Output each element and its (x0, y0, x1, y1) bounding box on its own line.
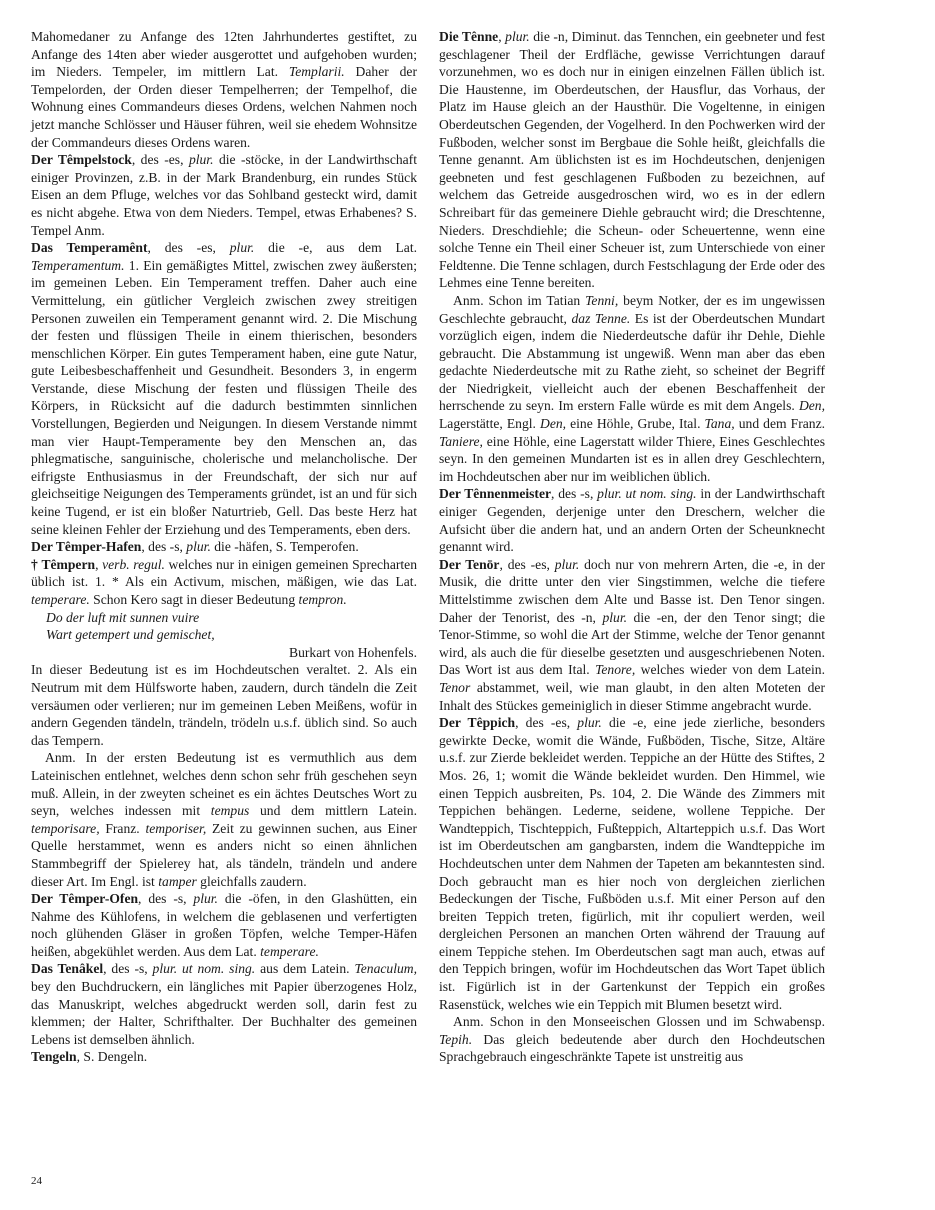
entry-tempelstock: Der Têmpelstock, des -es, plur. die -stöcke, in der Landwirthschaft einiger Provinzen, z.B. in der Mark Brandenburg, ein rundes Stück Eisen an dem Pfluge, welches vor das Sohlband gesteckt wird, damit es nicht abgehe. Etwa von dem Nieders. Tempel, etwas Erhabenes? S. Tempel Anm. (31, 152, 417, 238)
entry-tempern: † Têmpern, verb. regul. welches nur in einigen gemeinen Sprecharten üblich ist. 1. * Als ein Activum, mischen, mäßigen, wie das Lat. temperare. Schon Kero sagt in dieser Bedeutung tempron. (31, 556, 418, 607)
lemma: Der Tênnenmeister (439, 486, 552, 502)
lemma: Der Têmper-Hafen (31, 539, 142, 555)
verse-line: Wart getempert und gemischet, (46, 627, 215, 643)
entry-continuation: Mahomedaner zu Anfange des 12ten Jahrhundertes gestiftet, zu Anfange des 14ten aber wieder ausgerottet und aufgehoben wurden; im Nieders. Tempeler, im mittlern Lat. Templarii. Daher der Tempelorden, der Orden dieser Tempelherren; der Tempelhof, die Wohnung eines Commandeurs dieses Ordens, welchen Nahmen noch jetzt manche Schlösser und Häuser führen, weil sie ehedem Wohnsitze der Commandeurs dieses Ordens waren. (31, 29, 417, 150)
lemma: † Têmpern (31, 556, 96, 572)
page-number: 24 (31, 1175, 42, 1187)
verse-line: Do der luft mit sunnen vuire (46, 609, 200, 625)
entry-tempern-anm: Anm. In der ersten Bedeutung ist es vermuthlich aus dem Lateinischen entlehnet, welches denn schon sehr früh geschehen seyn muß. Allein, in der zweyten scheinet es ein ächtes Deutsches Wort zu seyn, welches indessen mit tempus und dem mittlern Latein. temporisare, Franz. temporiser, Zeit zu gewinnen suchen, aus Einer Quelle herstammet, wenn es anders nicht so einen ähnlichen Stammbegriff der Spielerey hat, als tändeln, trändeln und andere dieser Art. Im Engl. ist tamper gleichfalls zaudern. (31, 750, 418, 889)
lemma: Das Tenâkel (31, 961, 104, 977)
entry-tenne-anm: Anm. Schon im Tatian Tenni, beym Notker, der es im ungewissen Geschlechte gebraucht, daz Tenne. Es ist der Oberdeutschen Mundart vorzüglich eigen, indem die Niederdeutsche dafür ihr Dehle, Diehle gebraucht. Die Abstammung ist ungewiß. Wenn man aber das eben gedachte Niederdeutsche mit zu Rathe zieht, so scheinet der Begriff der Niedrigkeit, vielleicht auch der ebenen Beschaffenheit der herrschende zu seyn. Im erstern Falle würde es mit dem Angels. Den, Lagerstätte, Engl. Den, eine Höhle, Grube, Ital. Tana, und dem Franz. Taniere, eine Höhle, eine Lagerstatt wilder Thiere, Eines Geschlechtes seyn. In den gemeinen Mundarten ist es in allen drey Geschlechtern, im Hochdeutschen aber nur im weiblichen üblich. (439, 292, 826, 484)
right-column (439, 28, 825, 1066)
lemma: Tengeln (31, 1049, 77, 1065)
entry-tenne: Die Tênne, plur. die -n, Diminut. das Tennchen, ein geebneter und fest geschlagener Theil der Erdfläche, gewisse Verrichtungen darauf vorzunehmen, wo es doch nur in einigen einzelnen Fällen üblich ist. Die Haustenne, im Oberdeutschen, der Hausflur, das Vorhaus, der Platz im Hause gleich an der Hausthür. Die Vogeltenne, in einigen Oberdeutschen Gegenden, der Vogelherd. In den Pochwerken wird der Fußboden, welcher sonst im Bergbaue die Sohle heißt, gleichfalls die Tenne genannt. Am üblichsten ist es im Hochdeutschen, denjenigen geebneten und fest geschlagenen Fußboden zu bezeichnen, auf welchem das Getreide ausgedroschen wird, wo es in der edlern Schreibart für das gemeinere Diehle gebraucht wird; die Dreschtenne, Nieders. Dreschdiehle; die Scheun- oder Scheuertenne, wenn eine solche Tenne ein Theil einer Scheuer ist, zum Unterschiede von einer Feldtenne. Die Tenne schlagen, durch Festschlagung der Erde oder des Lehmes eine Tenne bereiten. (439, 29, 826, 291)
entry-temperament: Das Temperamênt, des -es, plur. die -e, aus dem Lat. Temperamentum. 1. Ein gemäßigtes Mittel, zwischen zwey äußersten; im gemeinen Leben. Ein Temperament treffen. Daher auch eine Vermittelung, ein gütlicher Vergleich zwischen zwey streitigen Personen zuweilen ein Temperament genannt wird. 2. Die Mischung der festen und flüssigen Theile in einem thierischen, besonders menschlichen Körper. Ein gutes Temperament haben, eine gute Natur, gute Leibesbeschaffenheit und Gesundheit. Besonders 3, in engerm Verstande, diese Mischung der festen und flüssigen Theile des Körpers, in Rücksicht auf die dadurch bestimmten sinnlichen Vorstellungen, Begierden und Neigungen. In diesem Verstande nimmt man vier Haupt-Temperamente bey den Menschen an, das phlegmatische, sanguinische, cholerische und melancholische. Der eifrigste Enthusiasmus in der Freundschaft, der sich nur auf gleichseitige Neigungen des Temperaments gründet, ist an und für sich keine Tugend, er ist ein bloßer Naturtrieb, Gell. Das beste Herz hat seine kleinen Fehler der Erziehung und des Temperaments, eben ders. (31, 240, 417, 537)
verse-source: Burkart von Hohenfels. (289, 644, 417, 660)
entry-temper-ofen: Der Têmper-Ofen, des -s, plur. die -öfen, in den Glashütten, ein Nahme des Kühlofens, in welchem die geblasenen und verfertigten noch glühenden Gläser in großen Töpfen, welche Temper-Häfen heißen, abgekühlet werden. Aus dem Lat. temperare. (31, 891, 417, 959)
entry-tennenmeister: Der Tênnenmeister, des -s, plur. ut nom. sing. in der Landwirthschaft einiger Gegenden, derjenige unter den Dreschern, welcher die Aufsicht über die andern hat, und an andern Orten der Scheunknecht genannt wird. (439, 486, 825, 555)
lemma: Der Têmpelstock (31, 152, 132, 168)
entry-tenakel: Das Tenâkel, des -s, plur. ut nom. sing. aus dem Latein. Tenaculum, bey den Buchdruckern, ein längliches mit Papier überzogenes Holz, das Manuskript, welches abgedruckt werden soll, darin fest zu klemmen; der Halter, Schrifthalter. Der Buchhalter des gemeinen Lebens ist demselben ähnlich. (31, 961, 417, 1047)
entry-temper-hafen: Der Têmper-Hafen, des -s, plur. die -häfen, S. Temperofen. (31, 539, 359, 555)
lemma: Der Tenōr (439, 556, 500, 572)
entry-tenor: Der Tenōr, des -es, plur. doch nur von mehrern Arten, die -e, in der Musik, die dritte unter den vier Singstimmen, welche die tiefere Mittelstimme zwischen dem Alte und Basse ist. Den Tenor singen. Daher der Tenorist, des -n, plur. die -en, der den Tenor singt; die Tenor-Stimme, so wohl die Art der Stimme, welche der Tenor genannt wird, als auch die für dieselbe gesetzten und ausgeschriebenen Noten. Das Wort ist aus dem Ital. Tenore, welches wieder von dem Latein. Tenor abstammet, weil, wie man glaubt, in den alten Moteten der Inhalt des Stückes gemeiniglich in dieser Stimme angebracht wurde. (439, 556, 826, 713)
lemma: Der Têppich (439, 715, 516, 731)
left-column (31, 28, 417, 1066)
entry-tempern-cont: In dieser Bedeutung ist es im Hochdeutschen veraltet. 2. Als ein Neutrum mit dem Hülfsworte haben, zaudern, durch tändeln die Zeit versäumen oder verlieren; nur im gemeinen Leben Meißens, wofür in andern Gegenden tändeln, trändeln, trödeln u.s.f. üblich sind. So auch das Tempern. (31, 662, 417, 748)
lemma: Das Temperamênt (31, 240, 148, 256)
lemma: Der Têmper-Ofen (31, 891, 139, 907)
entry-teppich-anm: Anm. Schon in den Monseeischen Glossen und im Schwabensp. Tepih. Das gleich bedeutende aber durch den Hochdeutschen Sprachgebrauch eingeschränkte Tapete ist unstreitig aus (439, 1014, 825, 1065)
lemma: Die Tênne (439, 29, 499, 44)
entry-teppich: Der Têppich, des -es, plur. die -e, eine jede zierliche, besonders gewirkte Decke, womit die Wände, Fußböden, Tische, Sitze, Altäre u.s.f. zur Zierde bekleidet werden. Teppiche an der Hütte des Stiftes, 2 Mos. 26, 1; womit die Wände bekleidet wurden. Den Himmel, wie einen Teppich ausbreiten, Ps. 104, 2. Die Wände des Zimmers mit Teppichen behängen. Lederne, seidene, wollene Teppiche. Der Wandteppich, Tischteppich, Fußteppich, Altarteppich u.s.f. Das Wort ist im Oberdeutschen am gangbarsten, indem die Wandteppiche im Hochdeutschen unter dem Nahmen der Tapeten am bekanntesten sind. Doch gebraucht man es hier noch von dergleichen zierlichen Bedeckungen der Tische, Fußböden u.s.f. Mit einer Person auf den breiten Teppich treten, figürlich, mit ihr copuliert werden, weil dergleichen Personen an manchen Orten während der Trauung auf einem Teppiche stehen. Im Oberdeutschen sagt man auch, etwas auf den Teppich bringen, wofür im Hochdeutschen das Wort Tapet üblich ist. Figürlich ist in der Gartenkunst der Teppich ein großes Rasenstück, welches wie ein Teppich mit Blumen besetzt wird. (439, 715, 825, 1012)
entry-tengeln: Tengeln, S. Dengeln. (31, 1049, 148, 1065)
